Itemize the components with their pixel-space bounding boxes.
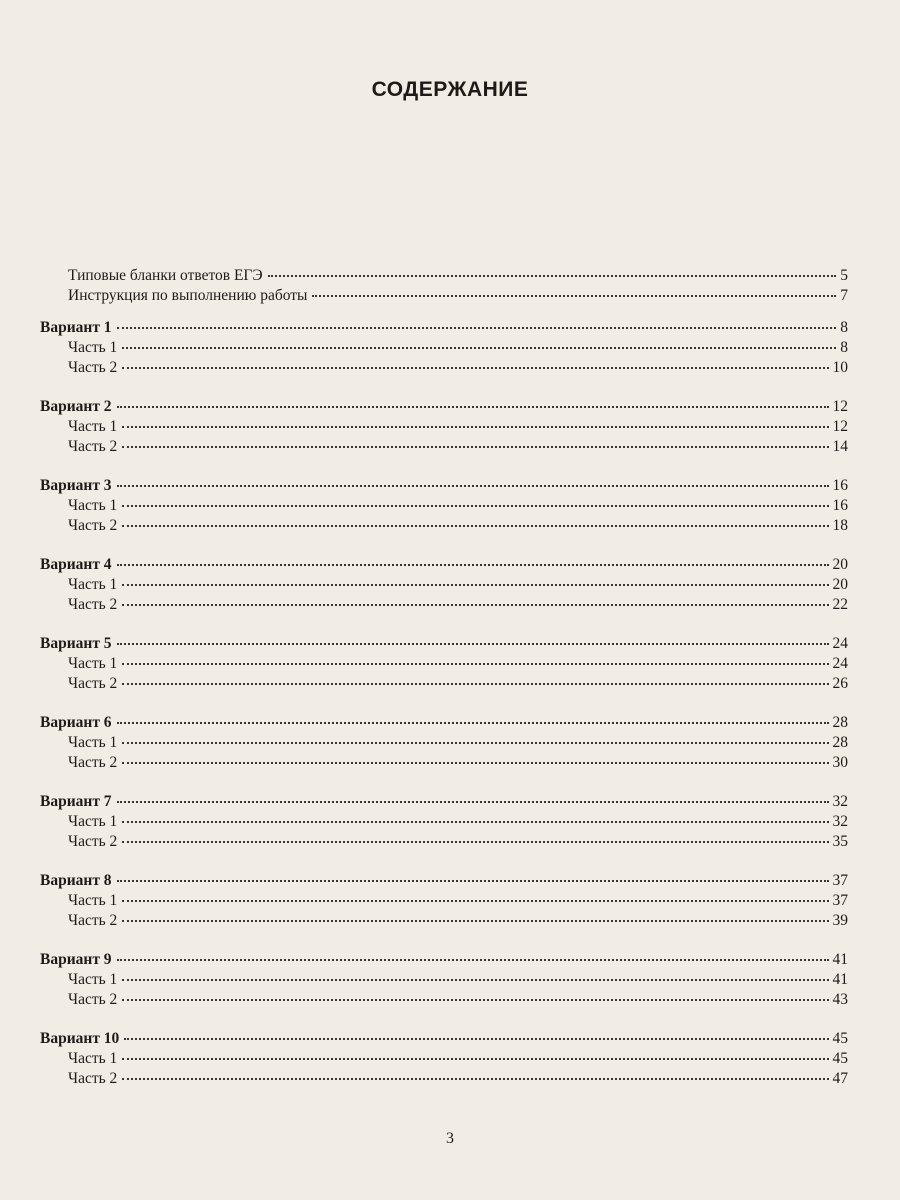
variant-part: [40, 654, 848, 674]
variant-heading-label: Вариант 8: [40, 872, 112, 889]
variant-part: [40, 674, 848, 694]
page-title: СОДЕРЖАНИЕ: [371, 78, 529, 101]
variant-part: [40, 832, 848, 852]
variant-part-label: Часть 1: [68, 576, 118, 593]
variant-part-page: 12: [832, 418, 848, 435]
variant-heading-label: Вариант 4: [40, 556, 112, 573]
toc-entry-label: Инструкция по выполнению работы: [68, 287, 308, 304]
variant-part-page: 39: [832, 912, 848, 929]
variant-part-page: 43: [832, 991, 848, 1008]
variant-part-page: 8: [840, 339, 848, 356]
variant-heading-page: 37: [832, 872, 848, 889]
variant-heading-page: 24: [832, 635, 848, 652]
variant-part-label: Часть 2: [68, 1070, 118, 1087]
leader-dots: [122, 978, 828, 981]
variant-heading: [40, 950, 848, 970]
toc-entry-label: Типовые бланки ответов ЕГЭ: [68, 267, 263, 284]
variant-part-page: 16: [832, 497, 848, 514]
leader-dots: [117, 800, 829, 803]
leader-dots: [117, 642, 829, 645]
leader-dots: [117, 958, 829, 961]
variant-heading: [40, 792, 848, 812]
variant-part: [40, 733, 848, 753]
variant-part-page: 14: [832, 438, 848, 455]
variant-heading: [40, 476, 848, 496]
variant-part: [40, 1069, 848, 1089]
variant-heading-page: 41: [832, 951, 848, 968]
variant-heading-label: Вариант 7: [40, 793, 112, 810]
variant-part-label: Часть 1: [68, 734, 118, 751]
page-number: 3: [446, 1130, 454, 1147]
variant-part-page: 41: [832, 971, 848, 988]
toc-entry: [40, 266, 848, 286]
variant-part-page: 37: [832, 892, 848, 909]
leader-dots: [117, 405, 829, 408]
variant-part-label: Часть 1: [68, 813, 118, 830]
variant-part-page: 47: [832, 1070, 848, 1087]
variant-part: [40, 970, 848, 990]
variant-heading: [40, 397, 848, 417]
variant-part-page: 10: [832, 359, 848, 376]
leader-dots: [122, 1077, 828, 1080]
variant-heading-page: 20: [832, 556, 848, 573]
variant-part-label: Часть 2: [68, 596, 118, 613]
variant-part: [40, 516, 848, 536]
variant-part: [40, 990, 848, 1010]
variant-part-label: Часть 1: [68, 497, 118, 514]
leader-dots: [122, 445, 828, 448]
toc-entry: [40, 286, 848, 306]
leader-dots: [268, 274, 837, 277]
variant-part-label: Часть 2: [68, 991, 118, 1008]
variant-part: [40, 496, 848, 516]
variant-part-page: 20: [832, 576, 848, 593]
variant-part-page: 26: [832, 675, 848, 692]
leader-dots: [117, 484, 829, 487]
leader-dots: [117, 879, 829, 882]
leader-dots: [122, 840, 828, 843]
leader-dots: [122, 919, 828, 922]
variant-part: [40, 595, 848, 615]
variant-part-label: Часть 2: [68, 912, 118, 929]
variant-heading: [40, 555, 848, 575]
variant-part-label: Часть 2: [68, 754, 118, 771]
leader-dots: [117, 326, 837, 329]
variant-part-label: Часть 1: [68, 655, 118, 672]
variant-part: [40, 417, 848, 437]
leader-dots: [122, 820, 828, 823]
leader-dots: [122, 761, 828, 764]
toc-entry-page: 5: [840, 267, 848, 284]
variant-heading: [40, 713, 848, 733]
variant-part: [40, 1049, 848, 1069]
variant-part: [40, 358, 848, 378]
table-of-contents: [40, 266, 848, 1089]
variant-part-page: 45: [832, 1050, 848, 1067]
variant-part-page: 24: [832, 655, 848, 672]
leader-dots: [117, 563, 829, 566]
variant-heading-page: 16: [832, 477, 848, 494]
leader-dots: [122, 346, 836, 349]
variant-part-page: 30: [832, 754, 848, 771]
variant-part-page: 35: [832, 833, 848, 850]
variant-part-label: Часть 2: [68, 517, 118, 534]
variants-list: [40, 318, 848, 1089]
variant-part: [40, 911, 848, 931]
variant-part-label: Часть 2: [68, 438, 118, 455]
variant-part: [40, 753, 848, 773]
leader-dots: [122, 899, 828, 902]
variant-heading-label: Вариант 10: [40, 1030, 120, 1047]
variant-part: [40, 437, 848, 457]
variant-part-label: Часть 1: [68, 1050, 118, 1067]
leader-dots: [124, 1037, 828, 1040]
variant-part-label: Часть 2: [68, 675, 118, 692]
variant-heading-page: 28: [832, 714, 848, 731]
variant-heading: [40, 1029, 848, 1049]
variant-part-label: Часть 1: [68, 892, 118, 909]
leader-dots: [122, 1057, 828, 1060]
variant-part-label: Часть 1: [68, 418, 118, 435]
variant-part-label: Часть 2: [68, 359, 118, 376]
leader-dots: [122, 583, 828, 586]
variant-heading-page: 45: [832, 1030, 848, 1047]
leader-dots: [122, 603, 828, 606]
leader-dots: [122, 998, 828, 1001]
leader-dots: [122, 524, 828, 527]
variant-heading: [40, 871, 848, 891]
variant-part-label: Часть 1: [68, 339, 118, 356]
variant-part-page: 32: [832, 813, 848, 830]
variant-part-page: 18: [832, 517, 848, 534]
variant-heading-page: 32: [832, 793, 848, 810]
variant-part: [40, 891, 848, 911]
variant-part-label: Часть 1: [68, 971, 118, 988]
variant-heading: [40, 318, 848, 338]
leader-dots: [117, 721, 829, 724]
toc-entry-page: 7: [840, 287, 848, 304]
variant-part: [40, 812, 848, 832]
variant-heading-page: 12: [832, 398, 848, 415]
leader-dots: [122, 366, 828, 369]
variant-heading-page: 8: [840, 319, 848, 336]
variant-heading: [40, 634, 848, 654]
leader-dots: [122, 425, 828, 428]
leader-dots: [122, 741, 828, 744]
variant-heading-label: Вариант 2: [40, 398, 112, 415]
variant-heading-label: Вариант 9: [40, 951, 112, 968]
variant-part: [40, 575, 848, 595]
leader-dots: [122, 682, 828, 685]
leader-dots: [122, 662, 828, 665]
leader-dots: [312, 294, 836, 297]
variant-heading-label: Вариант 5: [40, 635, 112, 652]
variant-part-page: 22: [832, 596, 848, 613]
variant-part-label: Часть 2: [68, 833, 118, 850]
variant-heading-label: Вариант 3: [40, 477, 112, 494]
variant-part: [40, 338, 848, 358]
variant-part-page: 28: [832, 734, 848, 751]
variant-heading-label: Вариант 1: [40, 319, 112, 336]
variant-heading-label: Вариант 6: [40, 714, 112, 731]
leader-dots: [122, 504, 828, 507]
